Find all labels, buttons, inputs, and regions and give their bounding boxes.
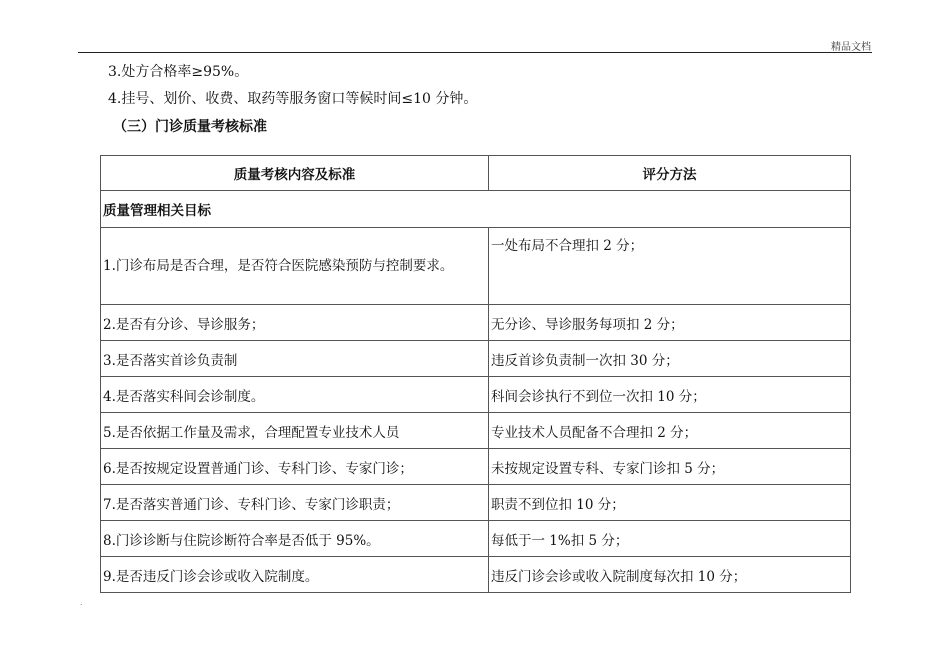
row-method: 未按规定设置专科、专家门诊扣 5 分； (489, 449, 851, 485)
column-header-method: 评分方法 (489, 156, 851, 191)
group-title: 质量管理相关目标 (101, 191, 851, 228)
table-row (101, 557, 851, 593)
row-method: 职责不到位扣 10 分； (489, 485, 851, 521)
text-line-prescription-rate: 3.处方合格率≥95%。 (108, 64, 249, 80)
row-content: 8.门诊诊断与住院诊断符合率是否低于 95%。 (101, 521, 489, 557)
footer-mark: . (80, 598, 83, 607)
table-row (101, 485, 851, 521)
row-content: 4.是否落实科间会诊制度。 (101, 377, 489, 413)
table-row (101, 413, 851, 449)
row-content: 6.是否按规定设置普通门诊、专科门诊、专家门诊； (101, 449, 489, 485)
row-method: 无分诊、导诊服务每项扣 2 分； (489, 305, 851, 341)
table-row (101, 341, 851, 377)
row-content: 3.是否落实首诊负责制 (101, 341, 489, 377)
row-method: 违反门诊会诊或收入院制度每次扣 10 分； (489, 557, 851, 593)
column-header-content: 质量考核内容及标准 (101, 156, 489, 191)
table-row (101, 521, 851, 557)
row-method: 违反首诊负责制一次扣 30 分； (489, 341, 851, 377)
row-content: 1.门诊布局是否合理，是否符合医院感染预防与控制要求。 (101, 228, 489, 305)
row-method: 专业技术人员配备不合理扣 2 分； (489, 413, 851, 449)
row-content: 9.是否违反门诊会诊或收入院制度。 (101, 557, 489, 593)
table-row (101, 377, 851, 413)
row-method: 科间会诊执行不到位一次扣 10 分； (489, 377, 851, 413)
row-method: 每低于一 1%扣 5 分； (489, 521, 851, 557)
row-method: 一处布局不合理扣 2 分； (489, 228, 851, 305)
text-line-waiting-time: 4.挂号、划价、收费、取药等服务窗口等候时间≤10 分钟。 (108, 91, 478, 107)
table-group-row (101, 191, 851, 228)
row-content: 5.是否依据工作量及需求，合理配置专业技术人员 (101, 413, 489, 449)
row-content: 2.是否有分诊、导诊服务； (101, 305, 489, 341)
header-label: 精品文档 (831, 42, 871, 53)
quality-standard-table (100, 155, 851, 593)
row-content: 7.是否落实普通门诊、专科门诊、专家门诊职责； (101, 485, 489, 521)
table-header-row (101, 156, 851, 191)
section-title: （三）门诊质量考核标准 (113, 119, 267, 135)
table-row (101, 305, 851, 341)
table-row (101, 449, 851, 485)
header-rule (78, 52, 872, 53)
table-row (101, 228, 851, 305)
